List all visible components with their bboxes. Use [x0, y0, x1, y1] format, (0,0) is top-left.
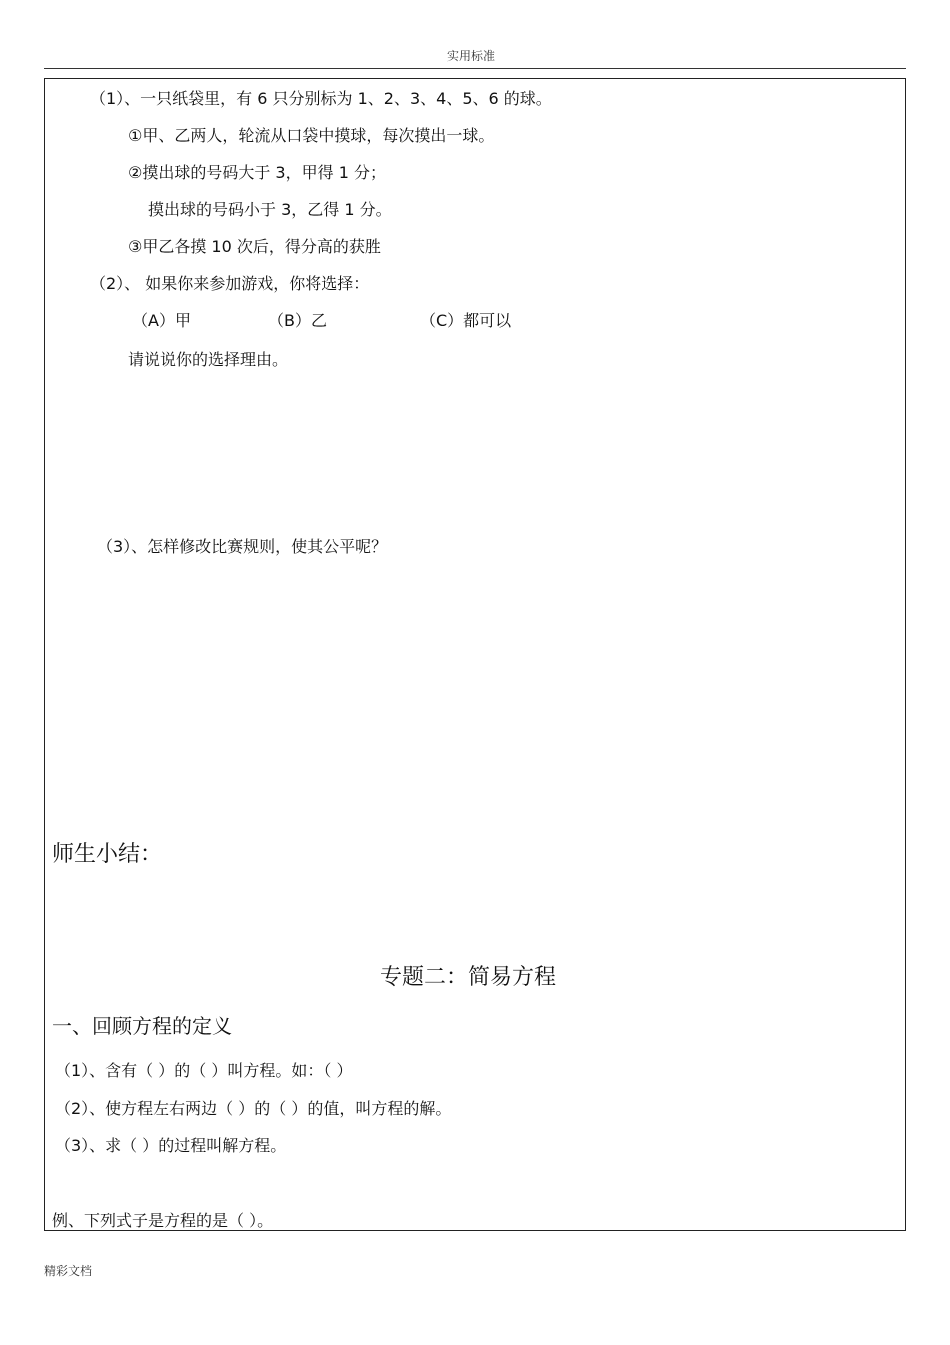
section1-heading: 一、回顾方程的定义 — [52, 1014, 232, 1038]
q1-rule2b: 摸出球的号码小于 3，乙得 1 分。 — [148, 200, 392, 219]
header-rule — [44, 68, 906, 69]
q2-reason: 请说说你的选择理由。 — [128, 350, 289, 369]
definition-line-1: （1）、含有（ ）的（ ）叫方程。如：（ ） — [55, 1061, 353, 1080]
summary-label: 师生小结： — [52, 842, 163, 867]
q1-rule3: ③甲乙各摸 10 次后，得分高的获胜 — [128, 237, 381, 256]
definition-line-3: （3）、求（ ）的过程叫解方程。 — [55, 1136, 287, 1155]
q1-intro: （1）、一只纸袋里，有 6 只分别标为 1、2、3、4、5、6 的球。 — [90, 89, 552, 108]
q2-option-b: （B）乙 — [268, 311, 327, 330]
q1-rule1: ①甲、乙两人，轮流从口袋中摸球，每次摸出一球。 — [128, 126, 495, 145]
example-line: 例、下列式子是方程的是（ ）。 — [52, 1211, 274, 1230]
page-header: 实用标准 — [447, 49, 496, 63]
q2-option-c: （C）都可以 — [420, 311, 512, 330]
q2-option-a: （A）甲 — [132, 311, 191, 330]
topic2-title: 专题二：简易方程 — [380, 965, 557, 990]
page-footer: 精彩文档 — [44, 1264, 93, 1278]
definition-line-2: （2）、使方程左右两边（ ）的（ ）的值，叫方程的解。 — [55, 1099, 452, 1118]
q2-prompt: （2）、 如果你来参加游戏，你将选择： — [90, 274, 370, 293]
q1-rule2a: ②摸出球的号码大于 3，甲得 1 分； — [128, 163, 386, 182]
q3-prompt: （3）、怎样修改比赛规则，使其公平呢？ — [97, 537, 388, 556]
